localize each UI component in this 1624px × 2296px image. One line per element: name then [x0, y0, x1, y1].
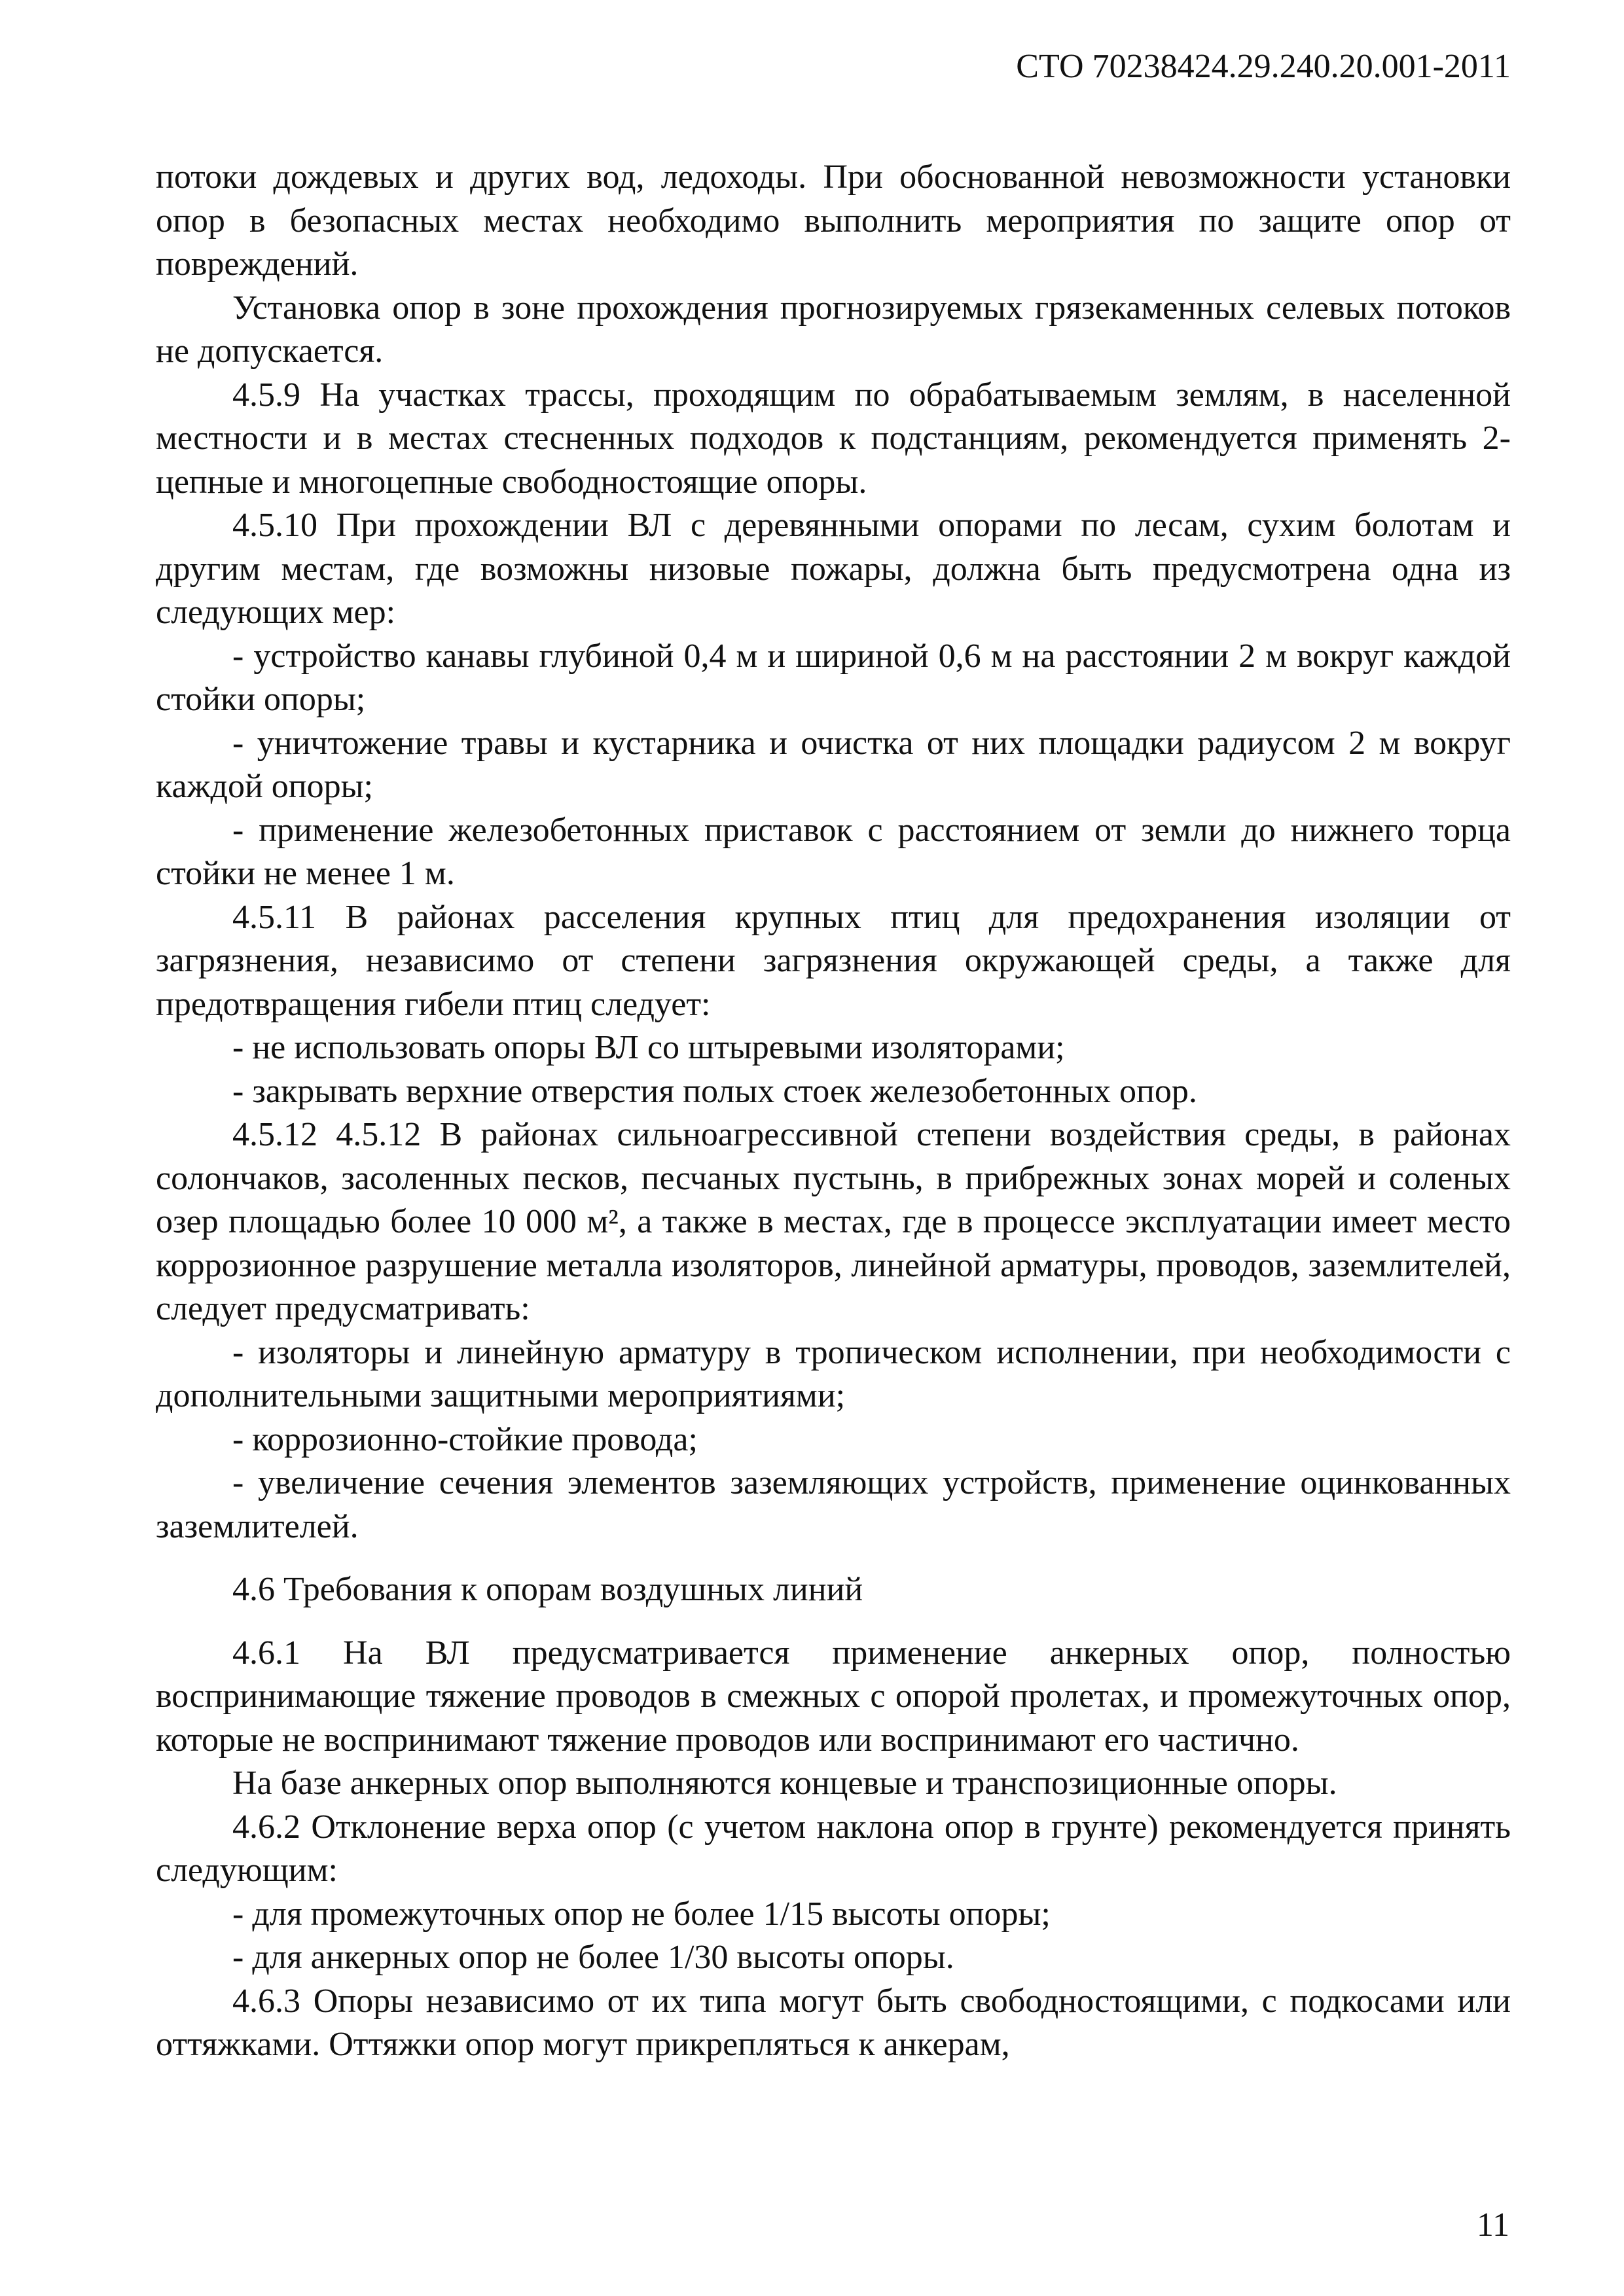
list-item: - не использовать опоры ВЛ со штыревыми изоляторами; — [232, 1029, 1065, 1066]
list-item: - изоляторы и линейную арматуру в тропическом исполнении, при необходимости с дополнительными защитными мероприятиями; — [156, 1333, 1511, 1414]
section-heading-4-6: 4.6 Требования к опорам воздушных линий — [232, 1571, 863, 1608]
list-item: - уничтожение травы и кустарника и очистка от них площадки радиусом 2 м вокруг каждой опоры; — [156, 724, 1511, 805]
paragraph: Установка опор в зоне прохождения прогнозируемых грязекаменных селевых потоков не допускается. — [156, 289, 1511, 370]
clause-4-6-1: 4.6.1 На ВЛ предусматривается применение анкерных опор, полностью воспринимающие тяжение проводов в смежных с опорой пролетах, и промежуточных опор, которые не воспринимают тяжение проводов или воспринимают его частично. — [156, 1634, 1511, 1759]
document-code: СТО 70238424.29.240.20.001-2011 — [1016, 48, 1511, 85]
list-item: - для промежуточных опор не более 1/15 высоты опоры; — [232, 1895, 1051, 1933]
list-item: - для анкерных опор не более 1/30 высоты опоры. — [232, 1939, 954, 1976]
list-item: - устройство канавы глубиной 0,4 м и шириной 0,6 м на расстоянии 2 м вокруг каждой стойки опоры; — [156, 637, 1511, 718]
list-item: - применение железобетонных приставок с расстоянием от земли до нижнего торца стойки не менее 1 м. — [156, 811, 1511, 892]
clause-4-5-10: 4.5.10 При прохождении ВЛ с деревянными опорами по лесам, сухим болотам и другим местам, где возможны низовые пожары, должна быть предусмотрена одна из следующих мер: — [156, 507, 1511, 631]
document-body — [156, 156, 1511, 2067]
list-item: - коррозионно-стойкие провода; — [232, 1420, 698, 1458]
clause-4-6-3: 4.6.3 Опоры независимо от их типа могут быть свободностоящими, с подкосами или оттяжками. Оттяжки опор могут прикрепляться к анкерам, — [156, 1982, 1511, 2063]
list-item: - увеличение сечения элементов заземляющих устройств, применение оцинкованных заземлителей. — [156, 1464, 1511, 1545]
clause-4-5-12: 4.5.12 4.5.12 В районах сильноагрессивной степени воздействия среды, в районах солончаков, засоленных песков, песчаных пустынь, в прибрежных зонах морей и соленых озер площадью более 10 000 м², а также в местах, где в процессе эксплуатации имеет место коррозионное разрушение металла изоляторов, линейной арматуры, проводов, заземлителей, следует предусматривать: — [156, 1116, 1511, 1327]
clause-4-6-2: 4.6.2 Отклонение верха опор (с учетом наклона опор в грунте) рекомендуется принять следующим: — [156, 1808, 1511, 1889]
clause-4-5-9: 4.5.9 На участках трассы, проходящим по обрабатываемым землям, в населенной местности и в местах стесненных подходов к подстанциям, рекомендуется применять 2-цепные и многоцепные свободностоящие опоры. — [156, 376, 1511, 501]
paragraph: На базе анкерных опор выполняются концевые и транспозиционные опоры. — [232, 1765, 1337, 1802]
page-number: 11 — [1476, 2206, 1509, 2244]
clause-4-5-11: 4.5.11 В районах расселения крупных птиц для предохранения изоляции от загрязнения, независимо от степени загрязнения окружающей среды, а также для предотвращения гибели птиц следует: — [156, 898, 1511, 1023]
paragraph: потоки дождевых и других вод, ледоходы. При обоснованной невозможности установки опор в безопасных местах необходимо выполнить мероприятия по защите опор от повреждений. — [156, 158, 1511, 283]
list-item: - закрывать верхние отверстия полых стоек железобетонных опор. — [232, 1072, 1197, 1110]
